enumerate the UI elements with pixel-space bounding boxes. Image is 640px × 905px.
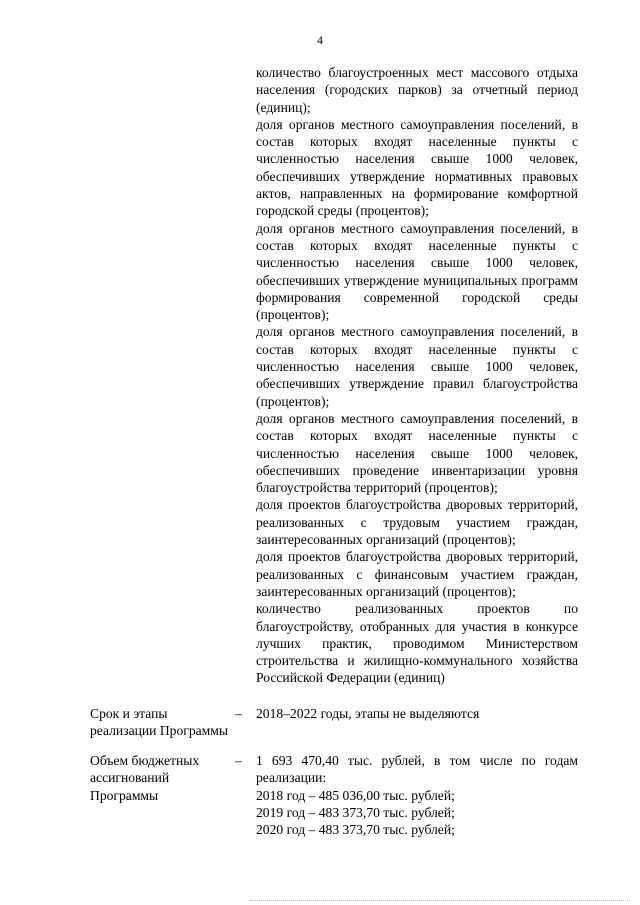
indicator-item: количество благоустроенных мест массового отдыха населения (городских парков) за отчетный период (единиц);: [256, 65, 578, 115]
budget-total: 1 693 470,40 тыс. рублей, в том числе по годам реализации:: [256, 753, 578, 786]
term-label: Срок и этапы реализации Программы: [90, 706, 228, 739]
page-bottom-edge: [250, 900, 630, 902]
budget-dash: –: [235, 753, 242, 768]
budget-year-2018: 2018 год – 485 036,00 тыс. рублей;: [256, 787, 455, 803]
budget-values: [256, 752, 578, 838]
indicator-item: доля органов местного самоуправления поселений, в состав которых входят населенные пункты с численностью населения свыше 1000 человек, обеспечивших утверждение правил благоустройства (процентов);: [256, 324, 578, 409]
budget-label: Объем бюджетных ассигнований Программы: [90, 753, 200, 803]
budget-year-2020: 2020 год – 483 373,70 тыс. рублей;: [256, 822, 455, 838]
indicators-list: [256, 64, 578, 687]
page-number: 4: [317, 33, 323, 47]
indicator-item: доля проектов благоустройства дворовых территорий, реализованных с финансовым участием граждан, заинтересованных организаций (процентов);: [256, 549, 578, 599]
term-dash: –: [235, 706, 242, 721]
indicator-item: доля органов местного самоуправления поселений, в состав которых входят населенные пункты с численностью населения свыше 1000 человек, обеспечивших проведение инвентаризации уровня благоустройства территорий (процентов);: [256, 410, 578, 496]
indicator-item: доля органов местного самоуправления поселений, в состав которых входят населенные пункты с численностью населения свыше 1000 человек, обеспечивших утверждение нормативных правовых актов, направленных на формирование комфортной городской среды (процентов);: [256, 116, 578, 219]
term-value: 2018–2022 годы, этапы не выделяются: [256, 706, 480, 721]
budget-year-2019: 2019 год – 483 373,70 тыс. рублей;: [256, 804, 455, 820]
indicator-item: количество реализованных проектов по благоустройству, отобранных для участия в конкурсе лучших практик, проводимом Министерством строительства и жилищно-коммунального хозяйства Российской Федерации (единиц): [256, 601, 578, 686]
indicator-item: доля органов местного самоуправления поселений, в состав которых входят населенные пункты с численностью населения свыше 1000 человек, обеспечивших утверждение муниципальных программ формирования современной городской среды (процентов);: [256, 220, 578, 323]
indicator-item: доля проектов благоустройства дворовых территорий, реализованных с трудовым участием граждан, заинтересованных организаций (процентов);: [256, 497, 578, 548]
